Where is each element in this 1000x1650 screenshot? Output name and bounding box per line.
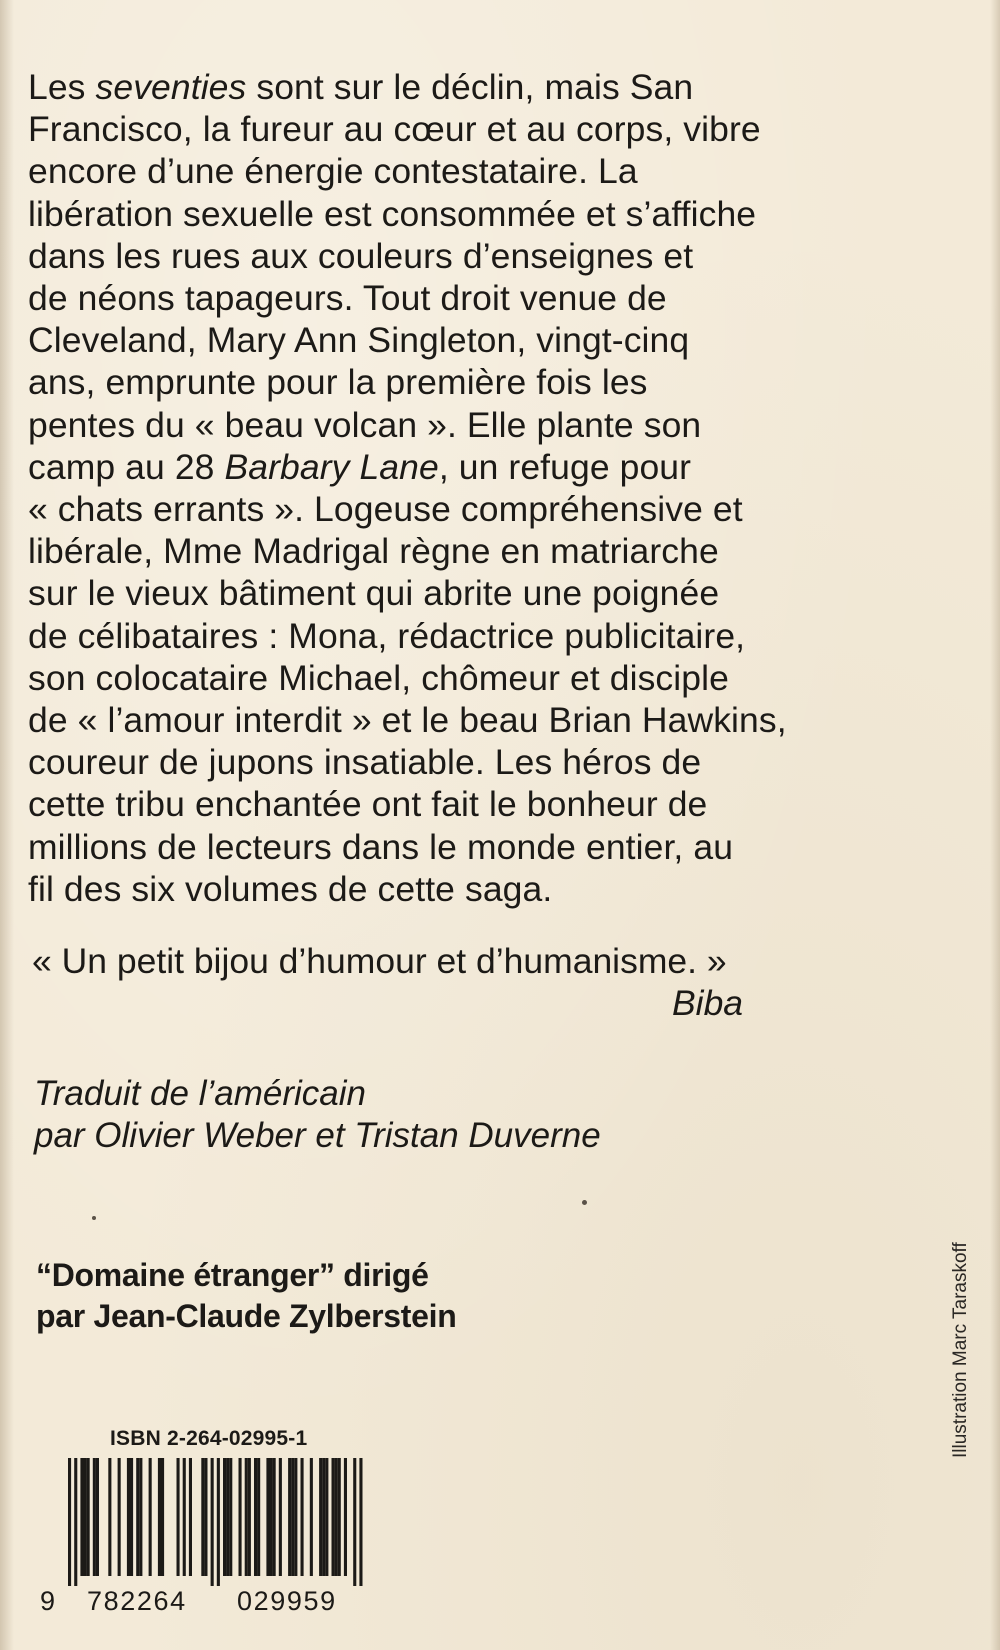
barcode-bar [130,1458,133,1576]
blurb-text: de célibataires : Mona, rédactrice publicitaire, [28,615,746,656]
barcode-bar [338,1458,341,1576]
blurb-text: de néons tapageurs. Tout droit venue de [28,278,667,319]
barcode-bar [353,1458,356,1586]
barcode-bar [294,1458,297,1576]
barcode-bar [177,1458,180,1576]
blurb-line [28,615,908,657]
blurb-text: ans, emprunte pour la première fois les [28,362,648,403]
blurb-line [28,404,908,446]
barcode-bar [87,1458,90,1576]
blurb-text: Cleveland, Mary Ann Singleton, vingt-cinq [28,320,690,361]
barcode-bar [266,1458,269,1576]
barcode-bar [161,1458,164,1576]
blurb-line [28,319,908,361]
blurb-text: sur le vieux bâtiment qui abrite une poignée [28,573,720,614]
barcode-bar [136,1458,139,1576]
blurb-paragraph [28,66,908,910]
blurb-line [28,741,908,783]
barcode-bar [93,1458,96,1576]
blurb-text: camp au 28 [28,446,225,487]
blurb-text: coureur de jupons insatiable. Les héros de [28,742,702,783]
blurb-line [28,699,908,741]
blurb-text: dans les rues aux couleurs d’enseignes et [28,235,694,276]
blurb-text: Francisco, la fureur au cœur et au corps, vibre [28,109,761,150]
barcode-bar [344,1458,347,1576]
blurb-text: libération sexuelle est consommée et s’affiche [28,193,757,234]
blurb-text: de « l’amour interdit » et le beau Brian Hawkins, [28,700,787,741]
barcode-bar [248,1458,251,1576]
blurb-line [28,235,908,277]
blurb-text: « chats errants ». Logeuse compréhensive et [28,489,743,530]
barcode-bar [332,1458,335,1576]
collection-credit [36,1255,456,1337]
blurb-line [28,446,908,488]
illustration-credit: Illustration Marc Taraskoff [950,1242,971,1458]
barcode-bars [40,1458,380,1586]
blurb-line [28,868,908,910]
blurb-line [28,572,908,614]
barcode-bar [158,1458,161,1576]
barcode-bar [279,1458,282,1576]
barcode-bar [68,1458,71,1586]
barcode-bar [80,1458,83,1576]
paper-speck [92,1216,96,1220]
barcode-bar [291,1458,294,1576]
barcode-bar [254,1458,257,1576]
barcode-bar [322,1458,325,1576]
blurb-line [28,193,908,235]
blurb-text: sont sur le déclin, mais San [246,67,694,107]
translation-line-2: par Olivier Weber et Tristan Duverne [34,1116,601,1155]
barcode-bar [183,1458,186,1576]
blurb-line [28,783,908,825]
barcode-bar [149,1458,152,1576]
barcode-bar [245,1458,248,1576]
blurb-line [28,826,908,868]
blurb-text: libérale, Mme Madrigal règne en matriarche [28,531,719,572]
barcode-bar [201,1458,204,1576]
translation-credit [34,1073,601,1157]
barcode-bar [288,1458,291,1576]
blurb-text: , un refuge pour [438,446,692,487]
barcode-bar [139,1458,142,1576]
blurb-text: cette tribu enchantée ont fait le bonheur de [28,784,708,825]
cover-edge-shadow-right [990,0,1000,1650]
barcode-digits-left: 782264 [87,1586,187,1616]
barcode-bar [217,1458,220,1586]
barcode-bar [257,1458,260,1576]
isbn-label: ISBN 2-264-02995-1 [110,1427,308,1450]
paper-speck [582,1200,587,1205]
blurb-text: fil des six volumes de cette saga. [28,868,553,909]
translation-line-1: Traduit de l’américain [34,1074,366,1113]
blurb-line [28,150,908,192]
barcode-bar [189,1458,192,1576]
barcode-bar [359,1458,362,1586]
blurb-line [28,66,908,108]
blurb-text: son colocataire Michael, chômeur et disciple [28,657,729,698]
barcode-bar [325,1458,328,1576]
barcode-bar [301,1458,304,1576]
barcode-bar [204,1458,207,1576]
barcode-bar [226,1458,229,1576]
barcode-bar [74,1458,77,1586]
blurb-text: Les [28,67,96,107]
barcode-bar [84,1458,87,1576]
barcode-bar [310,1458,313,1576]
barcode-bar [239,1458,242,1576]
blurb-line [28,530,908,572]
blurb-line [28,488,908,530]
cover-edge-shadow-left [0,0,14,1650]
barcode-digits-right: 029959 [237,1586,337,1616]
barcode-bar [270,1458,273,1576]
blurb-italic-text: seventies [95,67,247,107]
blurb-line [28,277,908,319]
blurb-line [28,108,908,150]
barcode-bar [127,1458,130,1576]
barcode-bar [229,1458,232,1576]
press-quote: « Un petit bijou d’humour et d’humanisme. » [32,941,727,981]
barcode-bar [211,1458,214,1586]
barcode-bar [223,1458,226,1576]
barcode-bar [108,1458,111,1576]
barcode-bar [273,1458,276,1576]
barcode-bar [118,1458,121,1576]
barcode-bar [319,1458,322,1576]
collection-line-1: “Domaine étranger” dirigé [36,1257,429,1293]
blurb-text: millions de lecteurs dans le monde entier, au [28,826,734,867]
blurb-text: pentes du « beau volcan ». Elle plante son [28,404,702,445]
collection-line-2: par Jean-Claude Zylberstein [36,1298,457,1334]
barcode [40,1458,380,1618]
blurb-text: encore d’une énergie contestataire. La [28,151,638,192]
blurb-line [28,361,908,403]
barcode-bar [96,1458,99,1576]
press-quote-source: Biba [672,983,744,1023]
blurb-line [28,657,908,699]
blurb-italic-text: Barbary Lane [224,446,439,487]
barcode-digit-first: 9 [40,1586,56,1616]
barcode-bar [335,1458,338,1576]
